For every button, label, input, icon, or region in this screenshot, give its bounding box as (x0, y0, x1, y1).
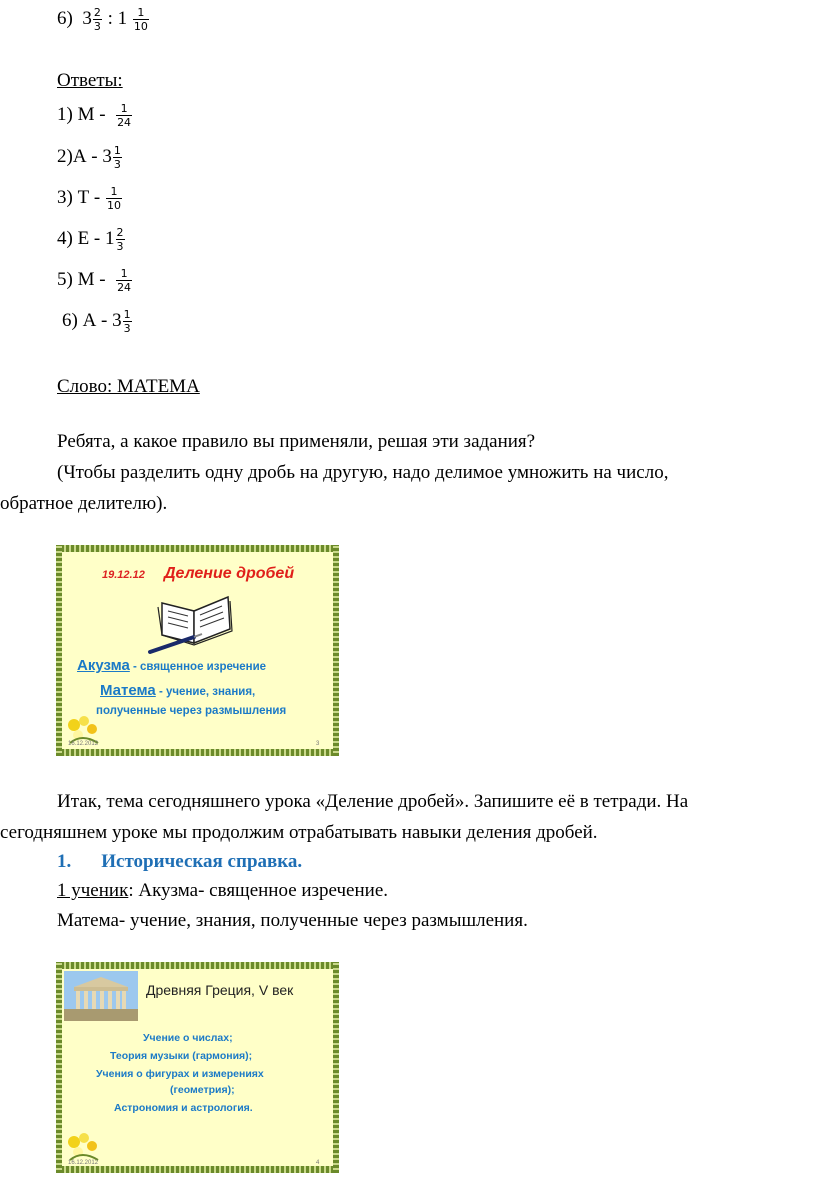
answer-item: 3) Т - $\frac{1}{10}$ (57, 185, 122, 212)
student-line: 1 ученик: Акузма- священное изречение. (57, 880, 389, 901)
slide-border-strip (333, 962, 339, 1173)
slide-border-strip (56, 962, 339, 969)
paragraph-line: Итак, тема сегодняшнего урока «Деление дробей». Запишите её в тетради. На (57, 791, 689, 812)
answer-item: 5) М - $\frac{1}{24}$ (57, 267, 132, 294)
slide-line: Учение о числах; (143, 1032, 233, 1044)
whole-part: 1 (117, 7, 128, 29)
slide-border-strip (56, 545, 339, 552)
paragraph-line: (Чтобы разделить одну дробь на другую, надо делимое умножить на число, (57, 462, 669, 483)
slide-footer-date: 16.12.2012 (68, 741, 99, 747)
paragraph-line: сегодняшнем уроке мы продолжим отрабатывать навыки деления дробей. (0, 822, 598, 843)
matema-line-2: полученные через размышления (96, 705, 287, 717)
answer-item: 6) А - 3 $\frac{1}{3}$ (62, 308, 131, 335)
task-6 (57, 6, 150, 33)
slide-ancient-greece (56, 962, 339, 1173)
parthenon-image-icon (64, 971, 138, 1021)
pen-icon (146, 633, 206, 655)
task-label: 6) (57, 7, 73, 29)
slide-date: 19.12.12 (102, 569, 145, 581)
slide-title: Древняя Греция, V век (146, 982, 294, 998)
answer-item: 1) М - $\frac{1}{24}$ (57, 102, 132, 129)
slide-line: Теория музыки (гармония); (110, 1050, 253, 1062)
answer-item: 2)А - 3 $\frac{1}{3}$ (57, 144, 121, 171)
slide-line: Учения о фигурах и измерениях (96, 1068, 264, 1080)
paragraph-line: обратное делителю). (0, 493, 168, 514)
section-heading: 1. Историческая справка. (57, 851, 303, 872)
answers-heading: Ответы: (57, 70, 123, 91)
operator: : (107, 7, 113, 29)
slide-title: Деление дробей (164, 565, 295, 582)
matema-definition: Матема- учение, знания, полученные через размышления. (57, 910, 528, 931)
slide-page-number: 3 (316, 741, 320, 747)
paragraph-line: Ребята, а какое правило вы применяли, решая эти задания? (57, 431, 536, 452)
fraction: $\frac{2}{3}$ (93, 6, 101, 33)
word-result: Слово: МАТЕМА (57, 376, 200, 397)
slide-division-of-fractions (56, 545, 339, 756)
slide-page-number: 4 (316, 1160, 320, 1166)
slide-border-strip (333, 545, 339, 756)
whole-part: 3 (82, 7, 92, 29)
slide-line: (геометрия); (170, 1084, 235, 1096)
akuzma-line: Акузма - священное изречение (77, 657, 267, 674)
slide-footer-date: 16.12.2012 (68, 1160, 99, 1166)
answer-item: 4) Е - 1 $\frac{2}{3}$ (57, 226, 124, 253)
matema-line: Матема - учение, знания, (100, 682, 256, 699)
slide-line: Астрономия и астрология. (114, 1102, 253, 1114)
fraction: $\frac{1}{10}$ (133, 6, 148, 33)
